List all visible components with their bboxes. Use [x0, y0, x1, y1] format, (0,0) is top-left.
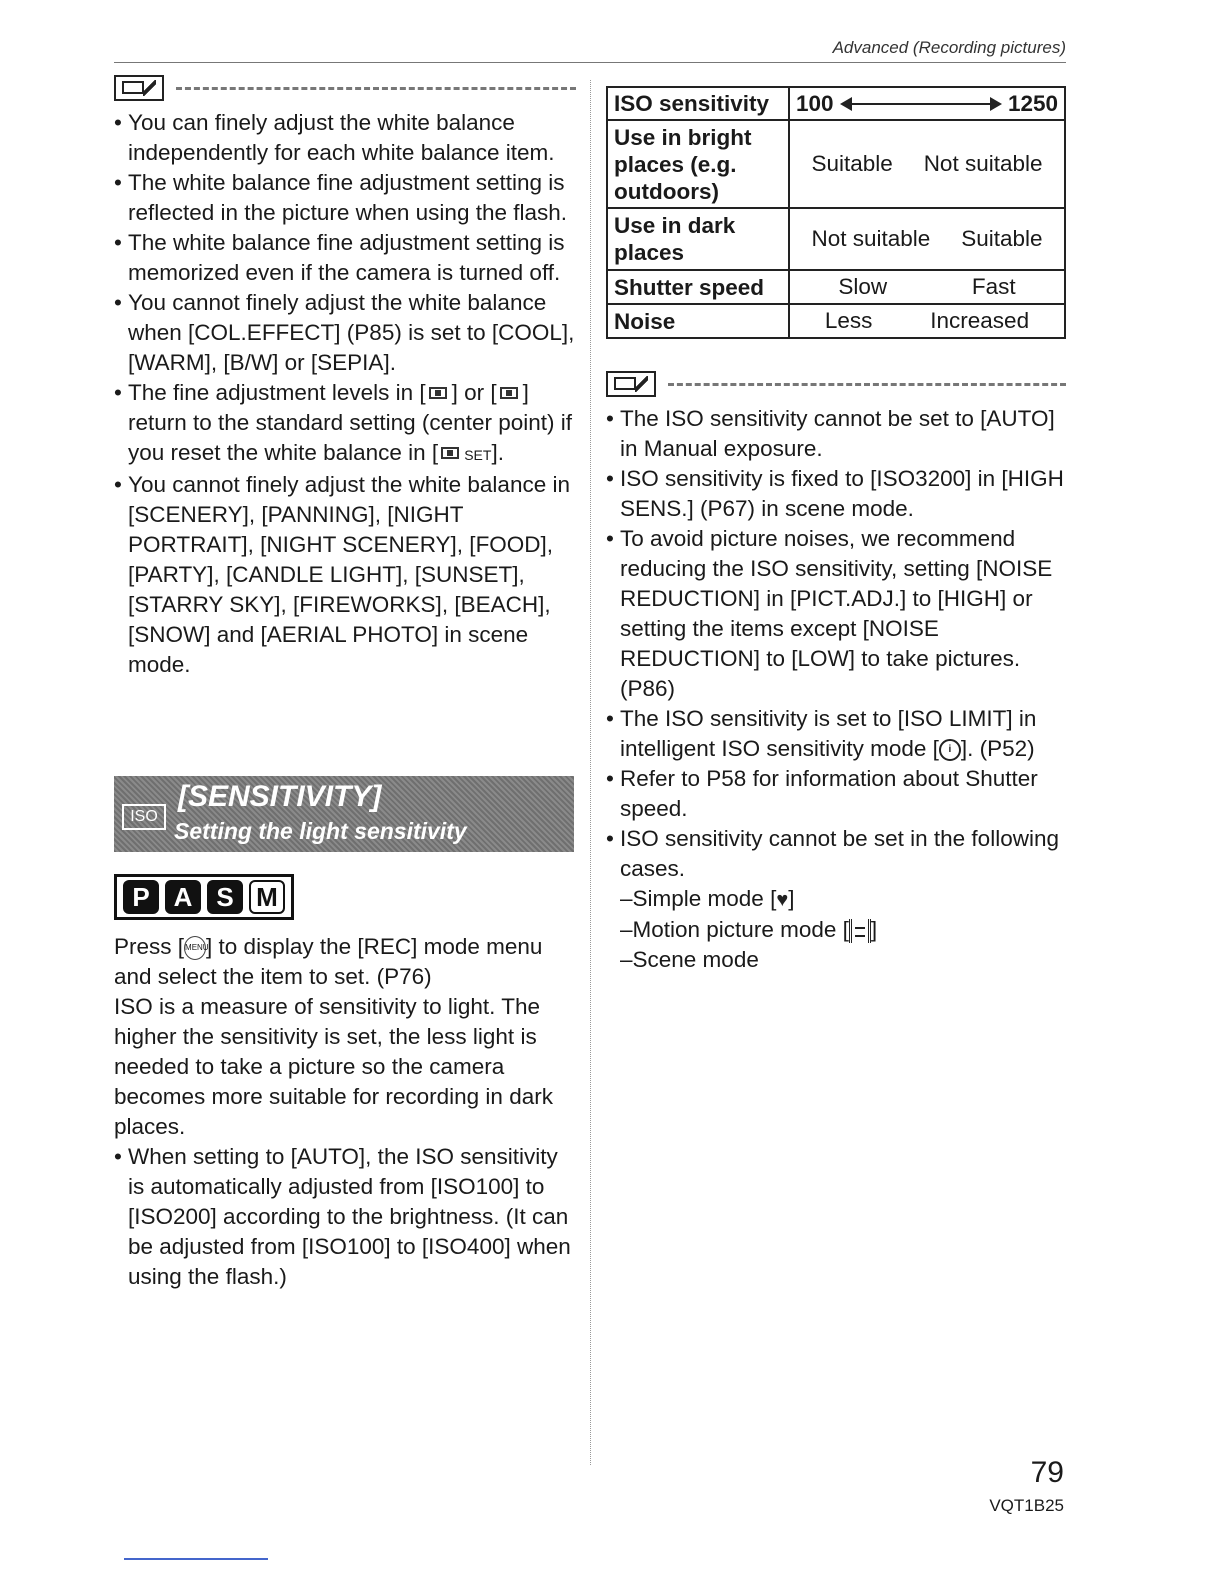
- list-item: • The white balance fine adjustment setting is memorized even if the camera is turned off.: [114, 228, 576, 288]
- intro-notes: [114, 1142, 576, 1292]
- table-cell: Use in bright places (e.g. outdoors): [607, 120, 789, 208]
- table-row: [607, 208, 1065, 270]
- heart-icon: ♥: [776, 889, 789, 912]
- iso-table: [606, 86, 1066, 339]
- intro-text: [114, 932, 576, 1292]
- column-divider: [590, 80, 591, 1465]
- mode-m-icon: M: [249, 880, 285, 914]
- iso-high-value: 1250: [1007, 90, 1058, 116]
- wb-blue-icon: [497, 384, 523, 404]
- list-item: • When setting to [AUTO], the ISO sensitivity is automatically adjusted from [ISO100] to [ISO200] according to the brightness. (It can be adjusted from [ISO100] to [ISO400] when using the flash.): [114, 1142, 576, 1292]
- list-item: –Simple mode [♥]: [620, 884, 1066, 915]
- table-cell: Noise: [607, 304, 789, 338]
- mode-a-icon: A: [165, 880, 201, 914]
- list-item: • To avoid picture noises, we recommend reducing the ISO sensitivity, setting [NOISE REDUCTION] in [PICT.ADJ.] to [HIGH] or setting the items except [NOISE REDUCTION] to [LOW] to take pictures. (P86): [606, 524, 1066, 704]
- list-item: • You cannot finely adjust the white balance when [COL.EFFECT] (P85) is set to [COOL], [WARM], [B/W] or [SEPIA].: [114, 288, 576, 378]
- list-item: • The white balance fine adjustment setting is reflected in the picture when using the flash.: [114, 168, 576, 228]
- intelligent-iso-icon: i: [939, 739, 961, 761]
- list-item-fine-adjust: • The fine adjustment levels in [ ] or [ ] return to the standard setting (center point) if you reset the white balance in [ SET].: [114, 378, 576, 470]
- cases-list: [620, 884, 1066, 975]
- list-item: –Motion picture mode [ ]: [620, 917, 878, 943]
- list-item: • ISO sensitivity is fixed to [ISO3200] in [HIGH SENS.] (P67) in scene mode.: [606, 464, 1066, 524]
- page-header: [114, 38, 1066, 63]
- table-header-row: [607, 87, 1065, 120]
- table-cell: Less Increased: [789, 304, 1065, 338]
- list-item: • You cannot finely adjust the white balance in [SCENERY], [PANNING], [NIGHT PORTRAIT], [NIGHT SCENERY], [FOOD], [PARTY], [CANDLE LIGHT], [SUNSET], [STARRY SKY], [FIREWORKS], [BEACH], [SNOW] and [AERIAL PHOTO] in scene mode.: [114, 470, 576, 680]
- press-instruction: Press [MENU] to display the [REC] mode menu and select the item to set. (P76): [114, 934, 543, 989]
- wb-amber-icon: [426, 384, 452, 404]
- table-cell: Not suitable Suitable: [789, 208, 1065, 270]
- iso-description: ISO is a measure of sensitivity to light. The higher the sensitivity is set, the less light is needed to take a picture so the camera becomes more suitable for recording in dark places.: [114, 994, 553, 1139]
- page-number: 79: [1030, 1456, 1064, 1489]
- table-row: [607, 120, 1065, 208]
- note-dashes: [668, 383, 1066, 386]
- section-title: Advanced (Recording pictures): [832, 38, 1066, 57]
- double-arrow-icon: [842, 103, 1000, 105]
- table-cell: Shutter speed: [607, 270, 789, 304]
- list-item: –Scene mode: [620, 947, 759, 973]
- iso-icon: ISO: [122, 804, 166, 830]
- list-item: • The ISO sensitivity cannot be set to [AUTO] in Manual exposure.: [606, 404, 1066, 464]
- table-cell: ISO sensitivity: [607, 87, 789, 120]
- set-label: SET: [464, 447, 492, 463]
- note-dashes: [176, 87, 576, 90]
- left-notes: [114, 72, 576, 680]
- note-header: [114, 72, 576, 104]
- wb-set-icon: [438, 444, 464, 464]
- menu-set-icon: MENU: [184, 936, 206, 960]
- mode-s-icon: S: [207, 880, 243, 914]
- section-subtitle: Setting the light sensitivity: [174, 818, 467, 844]
- table-row: [607, 304, 1065, 338]
- section-title-text: [SENSITIVITY]: [178, 780, 382, 813]
- list-item: • Refer to P58 for information about Shutter speed.: [606, 764, 1066, 824]
- note-icon: [114, 75, 164, 101]
- table-cell: [789, 87, 1065, 120]
- list-item: • The ISO sensitivity is set to [ISO LIMIT] in intelligent ISO sensitivity mode [ i ]. (P52): [606, 704, 1066, 764]
- note-header: [606, 368, 1066, 400]
- mode-icons: [114, 874, 294, 920]
- film-icon: [849, 919, 871, 943]
- mode-p-icon: P: [123, 880, 159, 914]
- list-item: • You can finely adjust the white balance independently for each white balance item.: [114, 108, 576, 168]
- footer-rule: [124, 1558, 268, 1560]
- iso-low-value: 100: [796, 90, 834, 116]
- table-row: [607, 270, 1065, 304]
- right-notes: [606, 368, 1066, 975]
- right-notes-list: [606, 404, 1066, 975]
- section-banner: [114, 776, 574, 852]
- note-icon: [606, 371, 656, 397]
- list-item: • ISO sensitivity cannot be set in the following cases. –Simple mode [♥] –Motion picture mode [ ] –Scene mode: [606, 824, 1066, 975]
- document-code: VQT1B25: [989, 1496, 1064, 1515]
- table-cell: Use in dark places: [607, 208, 789, 270]
- table-cell: Slow Fast: [789, 270, 1065, 304]
- left-notes-list: [114, 108, 576, 680]
- table-cell: Suitable Not suitable: [789, 120, 1065, 208]
